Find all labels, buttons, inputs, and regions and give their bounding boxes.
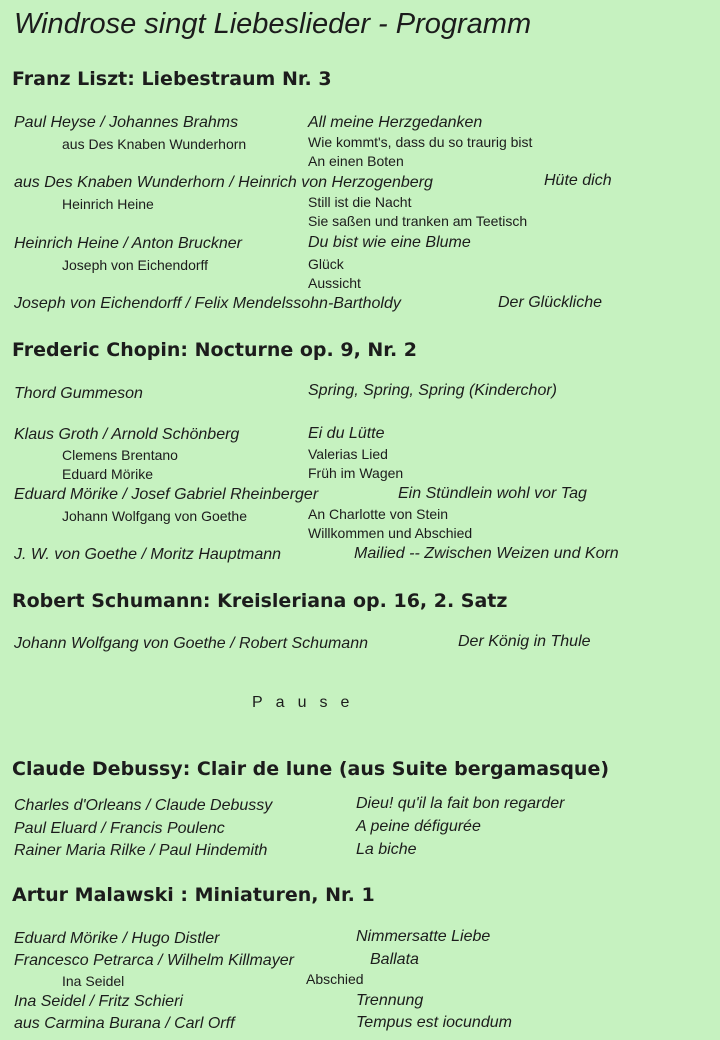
song-title: Willkommen und Abschied [308,525,473,541]
song-title: Der König in Thule [458,633,591,650]
song-title: Dieu! qu'il la fait bon regarder [356,795,565,812]
poet-composer: Rainer Maria Rilke / Paul Hindemith [14,842,268,859]
song-title: Wie kommt's, dass du so traurig bist [308,134,533,150]
song-title: Sie saßen und tranken am Teetisch [308,213,528,229]
song-title: All meine Herzgedanken [308,114,483,131]
poet-composer: Paul Heyse / Johannes Brahms [14,114,239,131]
song-title: Ein Stündlein wohl vor Tag [398,485,587,502]
song-title: Glück [308,256,344,272]
song-title: Ballata [370,951,419,968]
poet-composer: Eduard Mörike / Hugo Distler [14,930,220,947]
section-heading-malawski: Artur Malawski : Miniaturen, Nr. 1 [12,884,375,906]
poet-composer: Ina Seidel / Fritz Schieri [14,993,183,1010]
section-heading-schumann: Robert Schumann: Kreisleriana op. 16, 2. Satz [12,590,508,612]
song-title: A peine défigurée [356,818,481,835]
poet-composer: Eduard Mörike / Josef Gabriel Rheinberger [14,486,319,503]
poet-composer: Ina Seidel [62,973,125,989]
song-title: Hüte dich [544,172,612,189]
section-heading-chopin: Frederic Chopin: Nocturne op. 9, Nr. 2 [12,339,418,361]
song-title: Ei du Lütte [308,425,385,442]
poet-composer: aus Des Knaben Wunderhorn [62,136,247,152]
poet-composer: Klaus Groth / Arnold Schönberg [14,426,240,443]
section-heading-liszt: Franz Liszt: Liebestraum Nr. 3 [12,68,332,90]
song-title: Der Glückliche [498,294,603,311]
poet-composer: Francesco Petrarca / Wilhelm Killmayer [14,952,294,969]
song-title: An einen Boten [308,153,404,169]
song-title: La biche [356,841,417,858]
poet-composer: Heinrich Heine / Anton Bruckner [14,235,242,252]
song-title: Still ist die Nacht [308,194,412,210]
song-title: Spring, Spring, Spring (Kinderchor) [308,382,558,399]
poet-composer: J. W. von Goethe / Moritz Hauptmann [14,546,282,563]
song-title: Früh im Wagen [308,465,404,481]
poet-composer: aus Des Knaben Wunderhorn / Heinrich von Herzogenberg [14,174,433,191]
song-title: Tempus est iocundum [356,1014,512,1031]
poet-composer: Joseph von Eichendorff / Felix Mendelssohn-Bartholdy [14,295,401,312]
poet-composer: Eduard Mörike [62,466,154,482]
song-title: Valerias Lied [308,446,388,462]
pause-label: Pause [252,694,363,711]
program-title: Windrose singt Liebeslieder - Programm [14,8,532,40]
poet-composer: Johann Wolfgang von Goethe / Robert Schumann [14,635,368,652]
poet-composer: Paul Eluard / Francis Poulenc [14,820,225,837]
poet-composer: Heinrich Heine [62,196,154,212]
song-title: Trennung [356,992,424,1009]
poet-composer: Johann Wolfgang von Goethe [62,508,247,524]
song-title: Aussicht [308,275,361,291]
poet-composer: Thord Gummeson [14,385,143,402]
poet-composer: aus Carmina Burana / Carl Orff [14,1015,235,1032]
song-title: An Charlotte von Stein [308,506,449,522]
song-title: Nimmersatte Liebe [356,928,491,945]
section-heading-debussy: Claude Debussy: Clair de lune (aus Suite bergamasque) [12,758,610,780]
song-title: Du bist wie eine Blume [308,234,471,251]
poet-composer: Joseph von Eichendorff [62,257,209,273]
poet-composer: Charles d'Orleans / Claude Debussy [14,797,273,814]
poet-composer: Clemens Brentano [62,447,178,463]
song-title: Mailied -- Zwischen Weizen und Korn [354,545,619,562]
song-title: Abschied [306,971,364,987]
